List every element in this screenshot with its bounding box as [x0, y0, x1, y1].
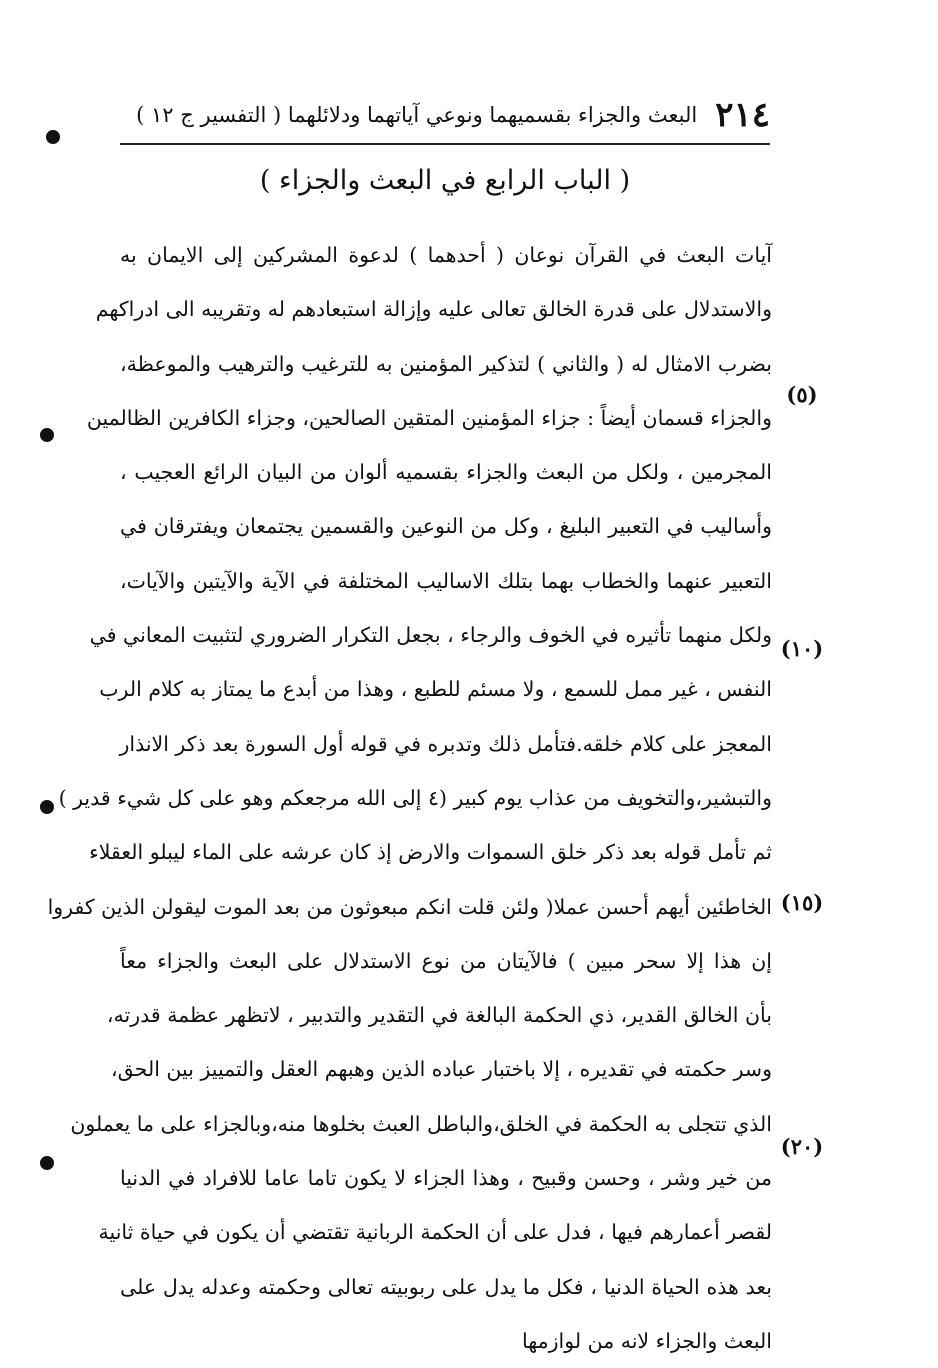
binder-hole: [46, 130, 60, 144]
body-text: [47, 228, 772, 1368]
binder-hole: [40, 1156, 54, 1170]
text-line: النفس ، غير ممل للسمع ، ولا مسئم للطبع ، وهذا من أبدع ما يمتاز به كلام الرب: [99, 677, 772, 702]
line-number-marker: (١٠): [780, 636, 824, 661]
line-number-marker: (١٥): [780, 890, 824, 915]
chapter-title: ( الباب الرابع في البعث والجزاء ): [259, 165, 631, 196]
line-number-marker: (٥): [786, 382, 818, 407]
text-line: البعث والجزاء لانه من لوازمها: [521, 1328, 772, 1353]
text-line: آيات البعث في القرآن نوعان ( أحدهما ) لدعوة المشركين إلى الايمان به: [120, 243, 772, 267]
text-line: وأساليب في التعبير البليغ ، وكل من النوعين والقسمين يجتمعان ويفترقان في: [120, 514, 772, 539]
text-line: من خير وشر ، وحسن وقبيح ، وهذا الجزاء لا يكون تاما عاما للافراد في الدنيا: [120, 1166, 772, 1191]
text-line: الذي تتجلى به الحكمة في الخلق،والباطل العبث بخلوها منه،وبالجزاء على ما يعملون: [70, 1111, 772, 1136]
text-line: الخاطئين أيهم أحسن عملا( ولئن قلت انكم مبعوثون من بعد الموت ليقولن الذين كفروا: [47, 894, 772, 919]
line-number-marker: (٢٠): [780, 1134, 824, 1159]
text-line: بضرب الامثال له ( والثاني ) لتذكير المؤمنين به للترغيب والترهيب والموعظة،: [120, 351, 772, 376]
binder-hole: [40, 428, 54, 442]
text-line: وسر حكمته في تقديره ، إلا باختبار عباده الذين وهبهم العقل والتمييز بين الحق،: [111, 1057, 772, 1082]
text-line: بأن الخالق القدير، ذي الحكمة البالغة في التقدير والتدبير ، لاتظهر عظمة قدرته،: [106, 1003, 772, 1028]
text-line: إن هذا إلا سحر مبين ) فالآيتان من نوع الاستدلال على البعث والجزاء معاً: [120, 948, 772, 973]
text-line: لقصر أعمارهم فيها ، فدل على أن الحكمة الربانية تقتضي أن يكون في حياة ثانية: [98, 1220, 772, 1245]
text-line: والاستدلال على قدرة الخالق تعالى عليه وإزالة استبعادهم له وتقريبه الى ادراكهم: [95, 297, 772, 322]
running-title: البعث والجزاء بقسميهما ونوعي آياتهما ودلائلهما ( التفسير ج ١٢ ): [136, 103, 698, 127]
page-header: [118, 92, 770, 138]
text-line: ولكل منهما تأثيره في الخوف والرجاء ، بجعل التكرار الضروري لتثبيت المعاني في: [89, 623, 772, 648]
text-line: التعبير عنهما والخطاب بهما بتلك الاساليب المختلفة في الآية والآيتين والآيات،: [120, 568, 772, 593]
text-line: ثم تأمل قوله بعد ذكر خلق السموات والارض إذ كان عرشه على الماء ليبلو العقلاء: [89, 840, 772, 865]
page-number: ٢١٤: [715, 95, 770, 135]
text-line: المجرمين ، ولكل من البعث والجزاء بقسميه ألوان من البيان الرائع العجيب ،: [120, 460, 772, 485]
binder-hole: [40, 800, 54, 814]
text-line: والتبشير،والتخويف من عذاب يوم كبير (٤ إلى الله مرجعكم وهو على كل شيء قدير ): [58, 785, 772, 810]
header-rule: [120, 143, 770, 145]
text-line: بعد هذه الحياة الدنيا ، فكل ما يدل على ربوبيته تعالى وحكمته وعدله يدل على: [120, 1274, 772, 1299]
text-line: المعجز على كلام خلقه.فتأمل ذلك وتدبره في قوله أول السورة بعد ذكر الانذار: [119, 731, 772, 756]
text-line: والجزاء قسمان أيضاً : جزاء المؤمنين المتقين الصالحين، وجزاء الكافرين الظالمين: [86, 405, 772, 430]
